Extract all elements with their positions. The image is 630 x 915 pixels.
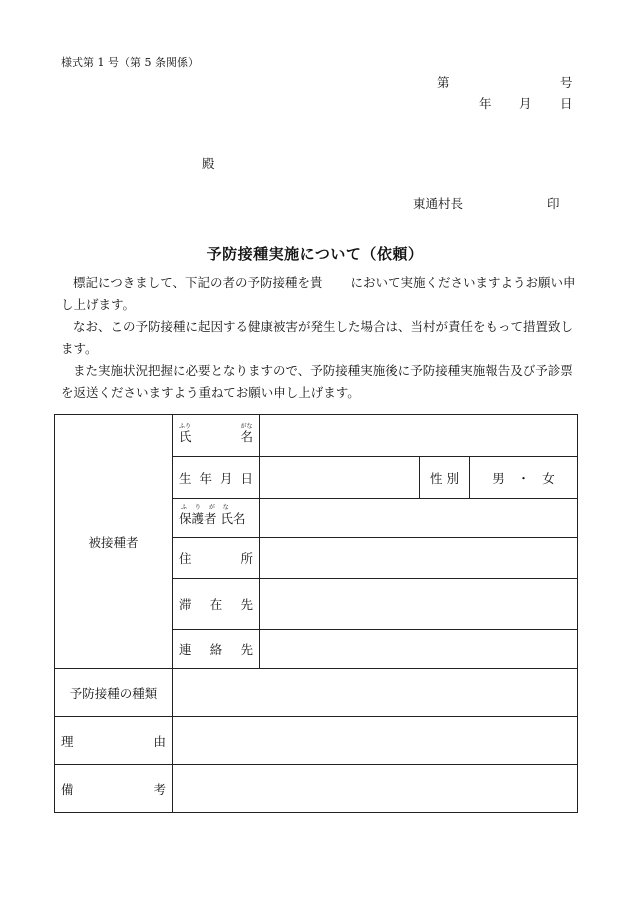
guardian-field[interactable] xyxy=(260,499,578,538)
name-field[interactable] xyxy=(260,415,578,457)
guardian-furigana: ふ り が な xyxy=(181,504,232,511)
issuer: 東通村長 xyxy=(413,196,464,211)
vaccine-type-label: 予防接種の種類 xyxy=(55,669,173,717)
address-label: 住 所 xyxy=(173,538,260,579)
seal-mark: 印 xyxy=(547,196,560,211)
address-field[interactable] xyxy=(260,538,578,579)
document-title: 予防接種実施について（依頼） xyxy=(206,245,424,263)
name-furigana-a: ふり xyxy=(179,422,192,430)
remarks-field[interactable] xyxy=(173,765,578,813)
remarks-label: 備 考 xyxy=(55,765,173,813)
paragraph-1 xyxy=(61,272,579,316)
addressee-suffix: 殿 xyxy=(202,156,215,171)
date-year-label: 年 xyxy=(479,96,492,111)
vaccine-type-field[interactable] xyxy=(173,669,578,717)
form-number: 様式第 1 号（第 5 条関係） xyxy=(61,56,199,69)
sex-label: 性 別 xyxy=(420,457,470,499)
name-label: ふり 氏 がな 名 xyxy=(173,415,260,457)
paragraph-2: なお、この予防接種に起因する健康被害が発生した場合は、当村が責任をもって措置致します。 xyxy=(61,319,574,356)
date-day-label: 日 xyxy=(560,96,573,111)
vaccinee-form-table xyxy=(54,414,578,813)
vaccinee-group-label: 被接種者 xyxy=(55,415,173,669)
reason-label: 理 由 xyxy=(55,717,173,765)
date-month-label: 月 xyxy=(519,96,532,111)
contact-field[interactable] xyxy=(260,630,578,669)
stay-field[interactable] xyxy=(260,579,578,630)
doc-number-prefix: 第 xyxy=(437,75,450,90)
name-furigana-b: がな xyxy=(240,422,253,430)
reason-field[interactable] xyxy=(173,717,578,765)
body-text xyxy=(61,272,579,404)
guardian-label: ふ り が な 保護者 氏名 xyxy=(173,499,260,538)
doc-number-suffix: 号 xyxy=(560,75,573,90)
stay-label: 滞 在 先 xyxy=(173,579,260,630)
paragraph-1-part-b: において実施くださいますようお願い申し上げます。 xyxy=(61,275,576,312)
contact-label: 連 絡 先 xyxy=(173,630,260,669)
dob-label: 生 年 月 日 xyxy=(173,457,260,499)
dob-field[interactable] xyxy=(260,457,420,499)
paragraph-1-part-a: 標記につきまして、下記の者の予防接種を貴 xyxy=(73,275,323,290)
sex-options[interactable]: 男 ・ 女 xyxy=(470,457,578,499)
paragraph-3: また実施状況把握に必要となりますので、予防接種実施後に予防接種実施報告及び予診票を返送くださいますよう重ねてお願い申し上げます。 xyxy=(61,363,573,400)
